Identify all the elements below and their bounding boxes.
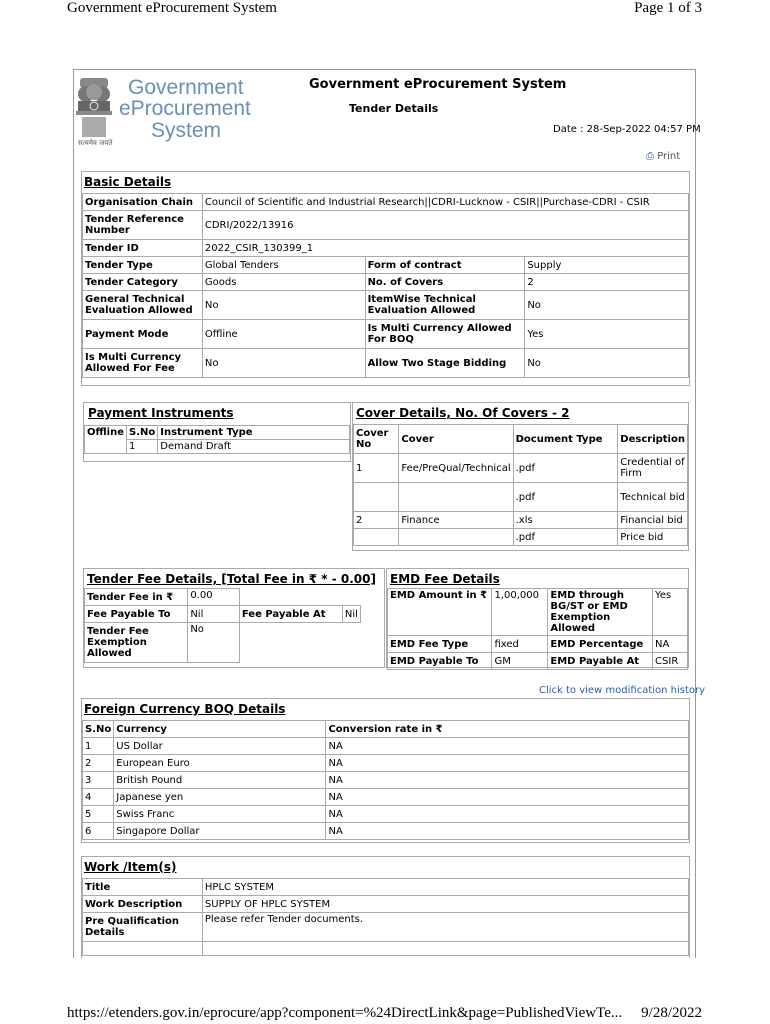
multi-currency-boq-label: Is Multi Currency Allowed For BOQ xyxy=(365,320,525,349)
table-row xyxy=(83,806,689,823)
emd-payable-at-value: CSIR xyxy=(653,653,688,670)
description: Price bid xyxy=(618,529,688,546)
tender-ref-label: Tender Reference Number xyxy=(83,211,203,240)
document-type: .xls xyxy=(513,512,618,529)
work-items-title: Work /Item(s) xyxy=(84,860,177,874)
date-stamp: Date : 28-Sep-2022 04:57 PM xyxy=(553,124,701,135)
conversion-rate: NA xyxy=(326,806,689,823)
no-covers-value: 2 xyxy=(525,274,689,291)
emd-payable-to-value: GM xyxy=(492,653,548,670)
currency-name: European Euro xyxy=(114,755,326,772)
work-items-section xyxy=(81,856,690,958)
document-type: .pdf xyxy=(513,454,618,483)
logo-line-eprocurement: eProcurement xyxy=(119,97,251,120)
payment-instruments-section xyxy=(83,402,351,462)
fee-exemption-value: No xyxy=(188,623,240,663)
print-label: Print xyxy=(657,151,681,162)
basic-details-title: Basic Details xyxy=(84,175,172,189)
modification-history-link[interactable]: Click to view modification history xyxy=(539,685,706,696)
tender-type-value: Global Tenders xyxy=(202,257,365,274)
conversion-rate: NA xyxy=(326,755,689,772)
table-row xyxy=(354,454,688,483)
table-row xyxy=(354,529,688,546)
description: Financial bid xyxy=(618,512,688,529)
printer-icon: ⎙ xyxy=(646,151,654,162)
multi-currency-fee-label: Is Multi Currency Allowed For Fee xyxy=(83,349,203,378)
no-covers-label: No. of Covers xyxy=(365,274,525,291)
cover-name xyxy=(399,529,513,546)
cover-name xyxy=(399,483,513,512)
multi-currency-fee-value: No xyxy=(202,349,365,378)
cover-details-section xyxy=(352,402,689,551)
conversion-rate: NA xyxy=(326,738,689,755)
instrument-sno-header: S.No xyxy=(127,426,158,440)
ite-label: ItemWise Technical Evaluation Allowed xyxy=(365,291,525,320)
description-header: Description xyxy=(618,425,688,454)
fee-exemption-label: Tender Fee Exemption Allowed xyxy=(85,623,188,663)
print-button[interactable] xyxy=(646,151,680,162)
currency-sno: 6 xyxy=(83,823,114,840)
form-contract-value: Supply xyxy=(525,257,689,274)
gte-label: General Technical Evaluation Allowed xyxy=(83,291,203,320)
tender-id-label: Tender ID xyxy=(83,240,203,257)
currency-name: Singapore Dollar xyxy=(114,823,326,840)
table-row xyxy=(83,738,689,755)
cover-details-title: Cover Details, No. Of Covers - 2 xyxy=(356,406,570,420)
form-contract-label: Form of contract xyxy=(365,257,525,274)
cover-name: Finance xyxy=(399,512,513,529)
conversion-rate-header: Conversion rate in ₹ xyxy=(326,721,689,738)
gepnic-logo xyxy=(70,72,255,152)
tender-fee-title: Tender Fee Details, [Total Fee in ₹ * - 0.00] xyxy=(87,572,376,586)
currency-sno-header: S.No xyxy=(83,721,114,738)
fee-payable-to-label: Fee Payable To xyxy=(85,606,188,623)
two-stage-label: Allow Two Stage Bidding xyxy=(365,349,525,378)
payment-mode-label: Payment Mode xyxy=(83,320,203,349)
currency-name: Japanese yen xyxy=(114,789,326,806)
fee-payable-at-value: Nil xyxy=(342,606,360,623)
currency-name: US Dollar xyxy=(114,738,326,755)
table-row xyxy=(354,512,688,529)
document-type-header: Document Type xyxy=(513,425,618,454)
work-title-label: Title xyxy=(83,879,203,896)
multi-currency-boq-value: Yes xyxy=(525,320,689,349)
footer-url: https://etenders.gov.in/eprocure/app?component=%24DirectLink&page=PublishedViewTe... xyxy=(67,1005,623,1021)
currency-sno: 4 xyxy=(83,789,114,806)
two-stage-value: No xyxy=(525,349,689,378)
cover-name: Fee/PreQual/Technical xyxy=(399,454,513,483)
payment-mode-value: Offline xyxy=(202,320,365,349)
emd-payable-at-label: EMD Payable At xyxy=(548,653,653,670)
emd-percentage-label: EMD Percentage xyxy=(548,636,653,653)
ite-value: No xyxy=(525,291,689,320)
document-type: .pdf xyxy=(513,529,618,546)
page-subtitle: Tender Details xyxy=(349,102,439,115)
org-chain-value: Council of Scientific and Industrial Research||CDRI-Lucknow - CSIR||Purchase-CDRI - CSIR xyxy=(202,194,688,211)
table-row xyxy=(83,755,689,772)
tender-category-label: Tender Category xyxy=(83,274,203,291)
prequal-label: Pre Qualification Details xyxy=(83,913,203,942)
emd-bg-value: Yes xyxy=(653,589,688,636)
foreign-currency-title: Foreign Currency BOQ Details xyxy=(84,702,286,716)
table-row xyxy=(83,823,689,840)
emd-percentage-value: NA xyxy=(653,636,688,653)
emd-amount-value: 1,00,000 xyxy=(492,589,548,636)
currency-sno: 2 xyxy=(83,755,114,772)
gte-value: No xyxy=(202,291,365,320)
logo-line-system: System xyxy=(151,119,222,142)
payment-mode-cell: Offline xyxy=(85,426,127,454)
cover-no-header: Cover No xyxy=(354,425,399,454)
tender-fee-value: 0.00 xyxy=(188,589,240,606)
table-row xyxy=(354,483,688,512)
currency-name: Swiss Franc xyxy=(114,806,326,823)
currency-sno: 5 xyxy=(83,806,114,823)
tender-id-value: 2022_CSIR_130399_1 xyxy=(202,240,688,257)
tender-ref-value: CDRI/2022/13916 xyxy=(202,211,688,240)
document-type: .pdf xyxy=(513,483,618,512)
prequal-value: Please refer Tender documents. xyxy=(202,913,688,942)
fee-payable-at-label: Fee Payable At xyxy=(239,606,342,623)
table-row xyxy=(83,789,689,806)
instrument-type-header: Instrument Type xyxy=(158,426,350,440)
footer-date: 9/28/2022 xyxy=(641,1005,702,1021)
foreign-currency-section xyxy=(81,698,690,843)
description: Technical bid xyxy=(618,483,688,512)
currency-sno: 1 xyxy=(83,738,114,755)
payment-instruments-title: Payment Instruments xyxy=(88,406,234,420)
description: Credential of Firm xyxy=(618,454,688,483)
conversion-rate: NA xyxy=(326,772,689,789)
currency-sno: 3 xyxy=(83,772,114,789)
emd-fee-section xyxy=(386,568,689,668)
work-description-value: SUPPLY OF HPLC SYSTEM xyxy=(202,896,688,913)
site-title: Government eProcurement System xyxy=(309,77,567,92)
tender-category-value: Goods xyxy=(202,274,365,291)
instrument-type: Demand Draft xyxy=(158,440,350,454)
conversion-rate: NA xyxy=(326,789,689,806)
tender-type-label: Tender Type xyxy=(83,257,203,274)
work-title-value: HPLC SYSTEM xyxy=(202,879,688,896)
tender-fee-label: Tender Fee in ₹ xyxy=(85,589,188,606)
emd-bg-label: EMD through BG/ST or EMD Exemption Allowed xyxy=(548,589,653,636)
currency-header: Currency xyxy=(114,721,326,738)
emd-fee-type-label: EMD Fee Type xyxy=(388,636,492,653)
cover-no: 1 xyxy=(354,454,399,483)
conversion-rate: NA xyxy=(326,823,689,840)
cover-no: 2 xyxy=(354,512,399,529)
page-number: Page 1 of 3 xyxy=(634,0,702,16)
emd-payable-to-label: EMD Payable To xyxy=(388,653,492,670)
page-header-title: Government eProcurement System xyxy=(67,0,277,16)
cover-no xyxy=(354,483,399,512)
cover-no xyxy=(354,529,399,546)
currency-name: British Pound xyxy=(114,772,326,789)
work-description-label: Work Description xyxy=(83,896,203,913)
logo-caption: सत्यमेव जयते xyxy=(78,139,113,147)
national-emblem-icon xyxy=(72,74,116,146)
tender-fee-section xyxy=(83,568,385,668)
cover-header: Cover xyxy=(399,425,513,454)
emd-fee-type-value: fixed xyxy=(492,636,548,653)
org-chain-label: Organisation Chain xyxy=(83,194,203,211)
emd-fee-title: EMD Fee Details xyxy=(390,572,500,586)
fee-payable-to-value: Nil xyxy=(188,606,240,623)
logo-line-government: Government xyxy=(128,76,244,99)
basic-details-section xyxy=(81,171,690,386)
instrument-sno: 1 xyxy=(127,440,158,454)
emd-amount-label: EMD Amount in ₹ xyxy=(388,589,492,636)
table-row xyxy=(83,772,689,789)
